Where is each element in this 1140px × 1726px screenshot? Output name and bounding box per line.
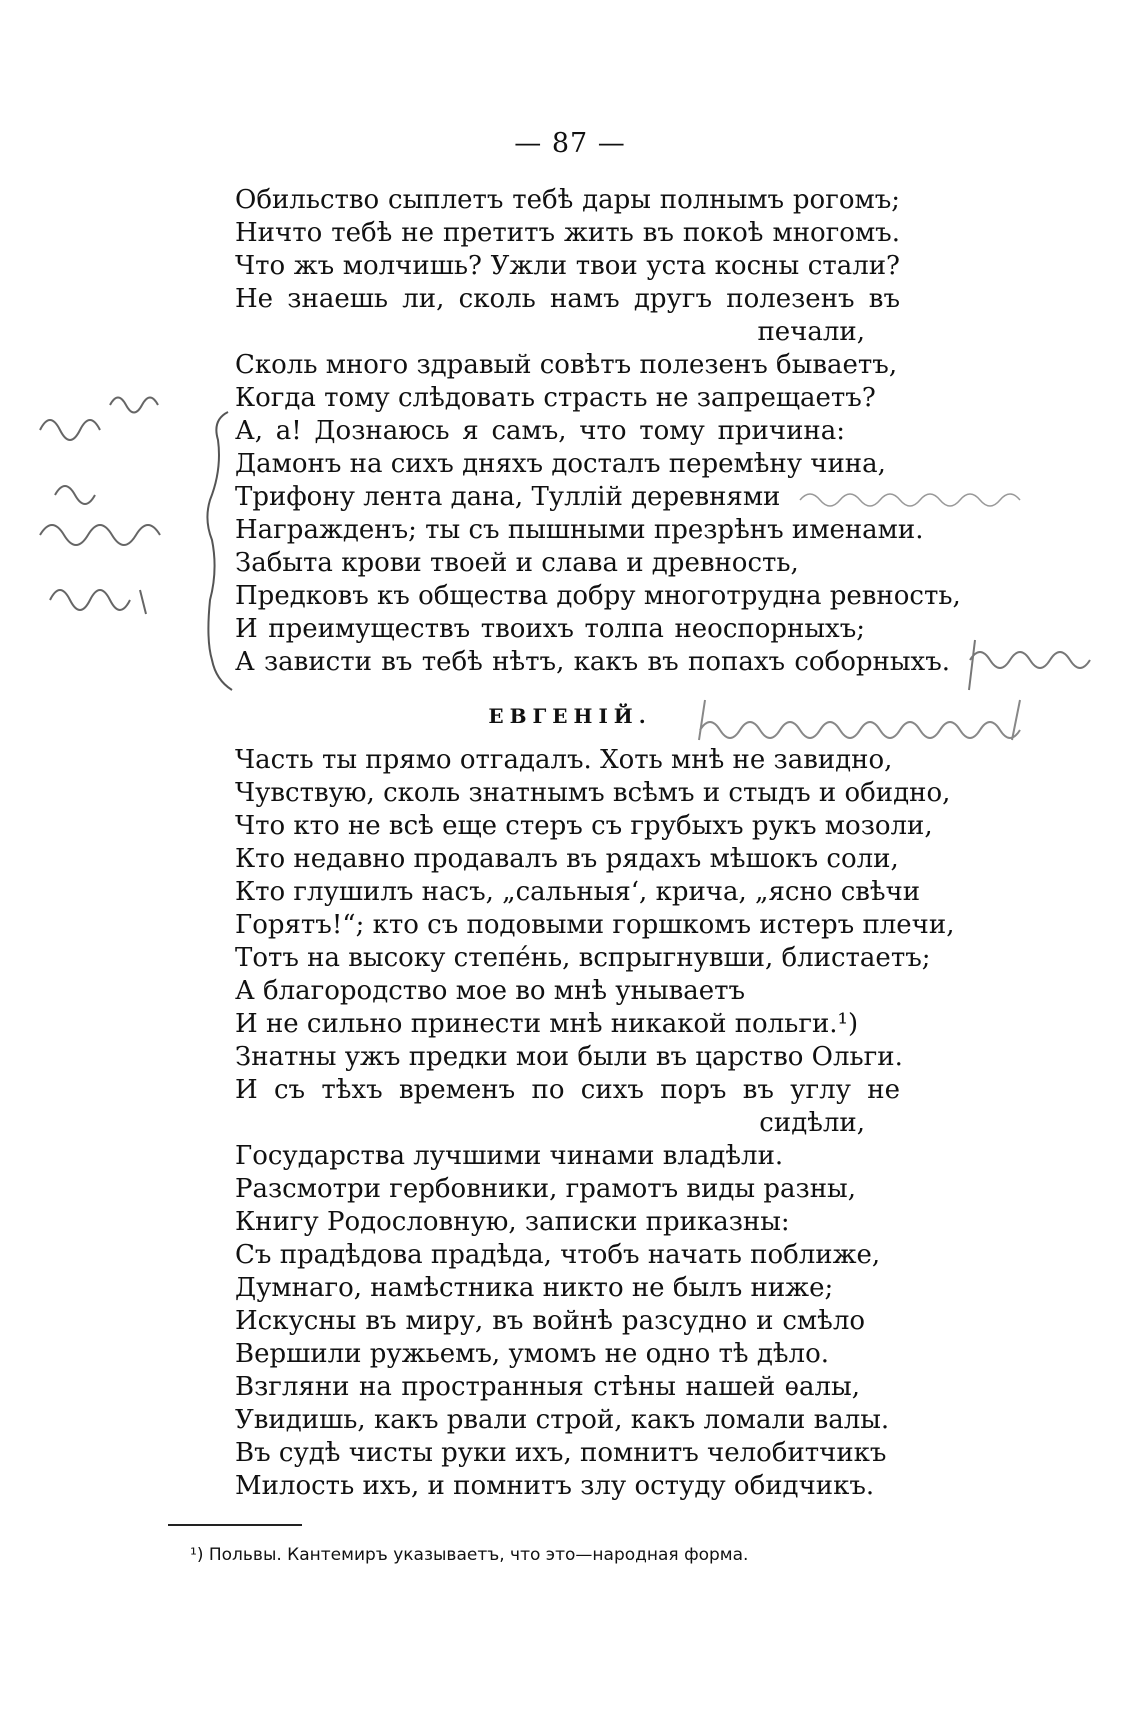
verse-line: И съ тѣхъ временъ по сихъ поръ въ углу не [235, 1075, 900, 1105]
margin-note-right [699, 700, 1020, 740]
verse-line: Обильство сыплетъ тебѣ дары полнымъ рогомъ; [235, 185, 900, 215]
verse-line: Дамонъ на сихъ дняхъ досталъ перемѣну чина, [235, 449, 886, 479]
margin-note-left [50, 590, 146, 614]
verse-line: Награжденъ; ты съ пышными презрѣнъ именами. [235, 515, 924, 545]
verse-line: Часть ты прямо отгадалъ. Хоть мнѣ не завидно, [235, 745, 893, 775]
verse-line: Искусны въ миру, въ войнѣ разсудно и смѣло [235, 1306, 865, 1336]
verse-line-continuation: сидѣли, [759, 1108, 865, 1138]
verse-line: Знатны ужъ предки мои были въ царство Ольги. [235, 1042, 903, 1072]
verse-line: А благородство мое во мнѣ унываетъ [235, 976, 746, 1006]
verse-line: И преимуществъ твоихъ толпа неоспорныхъ; [235, 614, 865, 644]
verse-line: Милость ихъ, и помнитъ злу остуду обидчикъ. [235, 1471, 875, 1501]
verse-line: Разсмотри гербовники, грамотъ виды разны, [235, 1174, 856, 1204]
verse-line: Въ судѣ чисты руки ихъ, помнитъ челобитчикъ [235, 1438, 887, 1468]
verse-line: Вершили ружьемъ, умомъ не одно тѣ дѣло. [235, 1339, 829, 1369]
verse-line: Трифону лента дана, Туллій деревнями [235, 482, 781, 512]
verse-line: Сколь много здравый совѣтъ полезенъ бываетъ, [235, 350, 898, 380]
verse-line: Съ прадѣдова прадѣда, чтобъ начать поближе, [235, 1240, 881, 1270]
verse-line: А зависти въ тебѣ нѣтъ, какъ въ попахъ соборныхъ. [235, 647, 950, 677]
verse-line: Ничто тебѣ не претитъ жить въ покоѣ многомъ. [235, 218, 900, 248]
verse-line: А, а! Дознаюсь я самъ, что тому причина: [235, 416, 845, 446]
verse-line: Увидишь, какъ рвали строй, какъ ломали валы. [235, 1405, 890, 1435]
page-number: — 87 — [514, 128, 626, 159]
margin-bracket [207, 412, 232, 690]
verse-line: Что кто не всѣ еще стеръ съ грубыхъ рукъ мозоли, [235, 811, 933, 841]
footnote: ¹) Польвы. Кантемиръ указываетъ, что это—народная форма. [190, 1545, 749, 1565]
verse-line: Чувствую, сколь знатнымъ всѣмъ и стыдъ и обидно, [235, 778, 951, 808]
verse-line: Не знаешь ли, сколь намъ другъ полезенъ въ [235, 284, 900, 314]
verse-line: Государства лучшими чинами владѣли. [235, 1141, 784, 1171]
speaker-heading: ЕВГЕНІЙ. [488, 704, 652, 728]
verse-line: Книгу Родословную, записки приказны: [235, 1207, 790, 1237]
verse-line: И не сильно принести мнѣ никакой польги.¹) [235, 1009, 859, 1039]
verse-line: Взгляни на пространныя стѣны нашей ѳалы, [235, 1372, 860, 1402]
margin-note-right [800, 494, 1020, 506]
verse-line: Думнаго, намѣстника никто не былъ ниже; [235, 1273, 834, 1303]
margin-note-left [40, 486, 160, 545]
margin-note-right [969, 640, 1090, 690]
verse-line: Предковъ къ общества добру многотрудна ревность, [235, 581, 961, 611]
verse-line-continuation: печали, [757, 317, 865, 347]
verse-line: Что жъ молчишь? Ужли твои уста косны стали? [235, 251, 900, 281]
verse-line: Кто недавно продавалъ въ рядахъ мѣшокъ соли, [235, 844, 899, 874]
margin-note-left [40, 398, 158, 441]
verse-line: Кто глушилъ насъ, „сальныя‘, крича, „ясно свѣчи [235, 877, 921, 907]
verse-line: Горятъ!“; кто съ подовыми горшкомъ истеръ плечи, [235, 910, 955, 940]
verse-line: Тотъ на высоку степе́нь, вспрыгнувши, блистаетъ; [235, 943, 931, 973]
verse-line: Когда тому слѣдовать страсть не запрещаетъ? [235, 383, 876, 413]
verse-line: Забыта крови твоей и слава и древность, [235, 548, 799, 578]
